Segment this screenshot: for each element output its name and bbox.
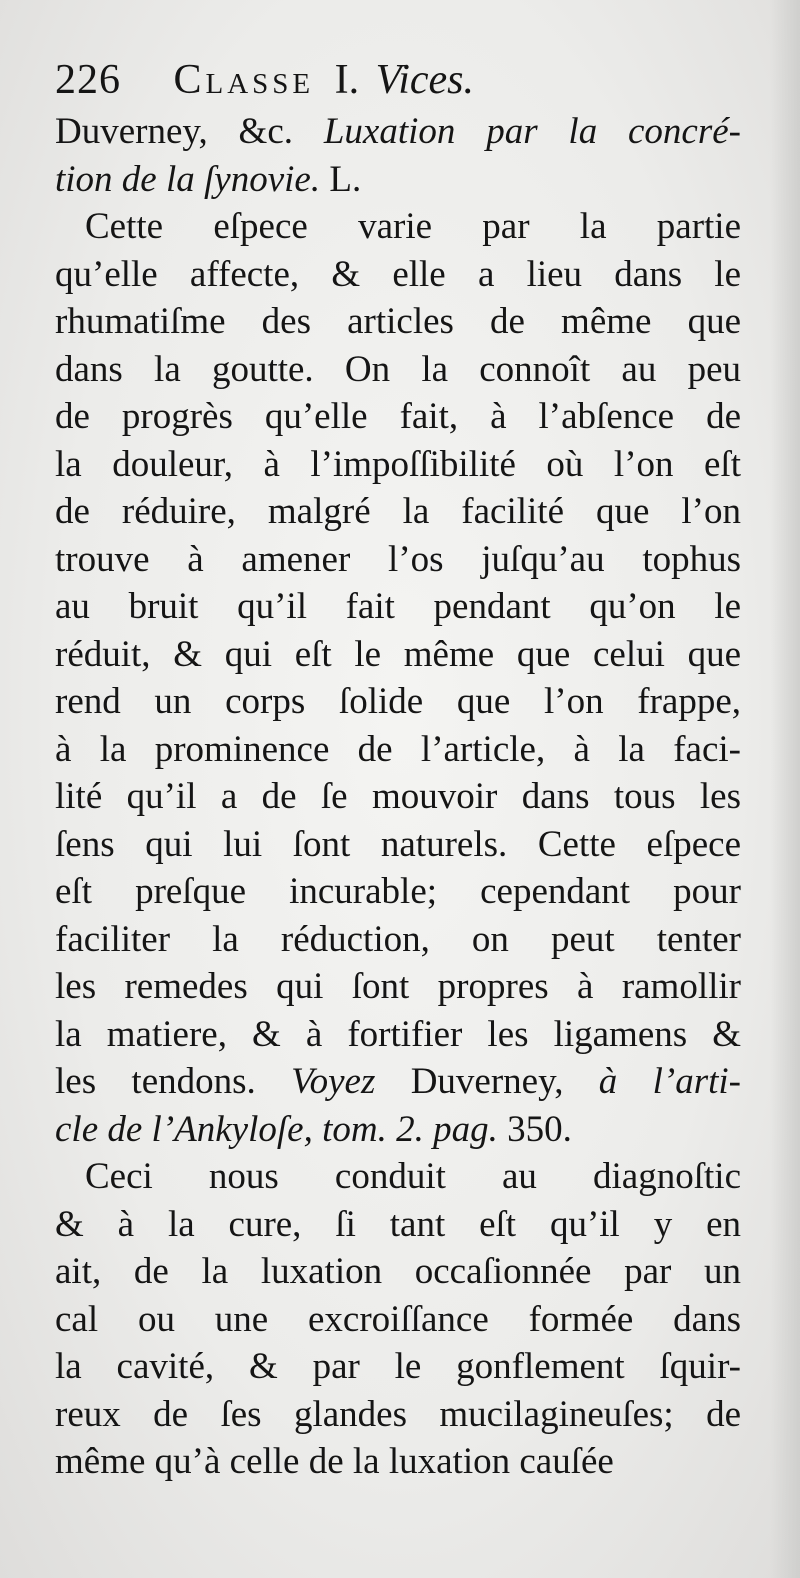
text-segment: ait, de la luxation occaſionnée par un <box>55 1251 741 1292</box>
text-line <box>55 346 741 394</box>
text-line <box>55 726 741 774</box>
text-segment: à la prominence de l’article, à la faci- <box>55 728 741 770</box>
text-line <box>55 1106 741 1154</box>
text-segment: L. <box>320 158 362 200</box>
text-line <box>55 1011 741 1059</box>
running-header <box>55 52 755 108</box>
text-segment: réduit, & qui eſt le même que celui que <box>55 633 741 675</box>
body-text <box>55 108 741 1486</box>
text-segment: Duverney, <box>375 1061 599 1102</box>
text-line <box>55 1343 741 1391</box>
italic-text-segment: Luxation par la concré- <box>323 111 741 152</box>
text-line <box>55 1058 741 1106</box>
text-segment: trouve à amener l’os juſqu’au tophus <box>55 538 741 580</box>
text-segment: Ceci nous conduit au diagnoſtic <box>85 1156 741 1197</box>
text-segment: les remedes qui ſont propres à ramollir <box>55 966 741 1007</box>
text-segment: la douleur, à l’impoſſibilité où l’on eſt <box>55 443 741 485</box>
text-line <box>55 393 741 441</box>
text-line <box>55 868 741 916</box>
header-roman-numeral: I. <box>334 57 360 103</box>
text-segment: cal ou une excroiſſance formée dans <box>55 1298 741 1340</box>
italic-text-segment: Voyez <box>291 1061 376 1102</box>
header-classe: Classe <box>173 57 315 103</box>
text-segment: de réduire, malgré la facilité que l’on <box>55 491 741 532</box>
text-segment: rhumatiſme des articles de même que <box>55 301 741 342</box>
text-line <box>55 773 741 821</box>
text-line <box>55 488 741 536</box>
text-line <box>55 108 741 156</box>
text-segment: la matiere, & à fortifier les ligamens & <box>55 1013 741 1055</box>
page-edge-shadow <box>770 0 800 1578</box>
italic-text-segment: cle de l’Ankyloſe, tom. 2. pag. <box>55 1108 498 1150</box>
text-segment: 350. <box>497 1108 572 1150</box>
page-number: 226 <box>55 57 121 103</box>
text-line <box>55 916 741 964</box>
text-line <box>55 156 741 204</box>
text-segment: Duverney, &c. <box>55 111 324 152</box>
text-segment: même qu’à celle de la luxation cauſée <box>55 1441 614 1482</box>
text-segment: rend un corps ſolide que l’on frappe, <box>55 681 741 722</box>
text-segment: reux de ſes glandes mucilagineuſes; de <box>55 1393 741 1435</box>
text-line <box>55 1201 741 1249</box>
italic-text-segment: à l’arti- <box>598 1061 741 1102</box>
text-line <box>55 536 741 584</box>
text-segment: la cavité, & par le gonflement ſquir- <box>55 1346 741 1387</box>
text-line <box>55 251 741 299</box>
text-segment: dans la goutte. On la connoît au peu <box>55 348 741 390</box>
text-line <box>55 298 741 346</box>
text-line <box>55 631 741 679</box>
text-segment: lité qu’il a de ſe mouvoir dans tous les <box>55 776 741 817</box>
text-segment: au bruit qu’il fait pendant qu’on le <box>55 586 741 627</box>
text-line <box>55 1248 741 1296</box>
text-line <box>55 821 741 869</box>
text-segment: faciliter la réduction, on peut tenter <box>55 918 741 960</box>
text-segment: Cette eſpece varie par la partie <box>85 206 741 247</box>
text-line <box>55 583 741 631</box>
text-line <box>55 963 741 1011</box>
text-line <box>55 441 741 489</box>
italic-text-segment: tion de la ſynovie. <box>55 158 321 200</box>
text-line <box>55 1153 741 1201</box>
text-line <box>55 1438 741 1486</box>
text-segment: eſt preſque incurable; cependant pour <box>55 871 741 912</box>
text-line <box>55 1296 741 1344</box>
text-line <box>55 203 741 251</box>
text-segment: ſens qui lui ſont naturels. Cette eſpece <box>55 823 741 865</box>
text-segment: qu’elle affecte, & elle a lieu dans le <box>55 253 741 295</box>
text-segment: & à la cure, ſi tant eſt qu’il y en <box>55 1203 741 1245</box>
text-line <box>55 678 741 726</box>
text-segment: les tendons. <box>55 1061 292 1102</box>
text-segment: de progrès qu’elle fait, à l’abſence de <box>55 396 741 437</box>
header-section-title: Vices. <box>375 57 474 103</box>
text-line <box>55 1391 741 1439</box>
